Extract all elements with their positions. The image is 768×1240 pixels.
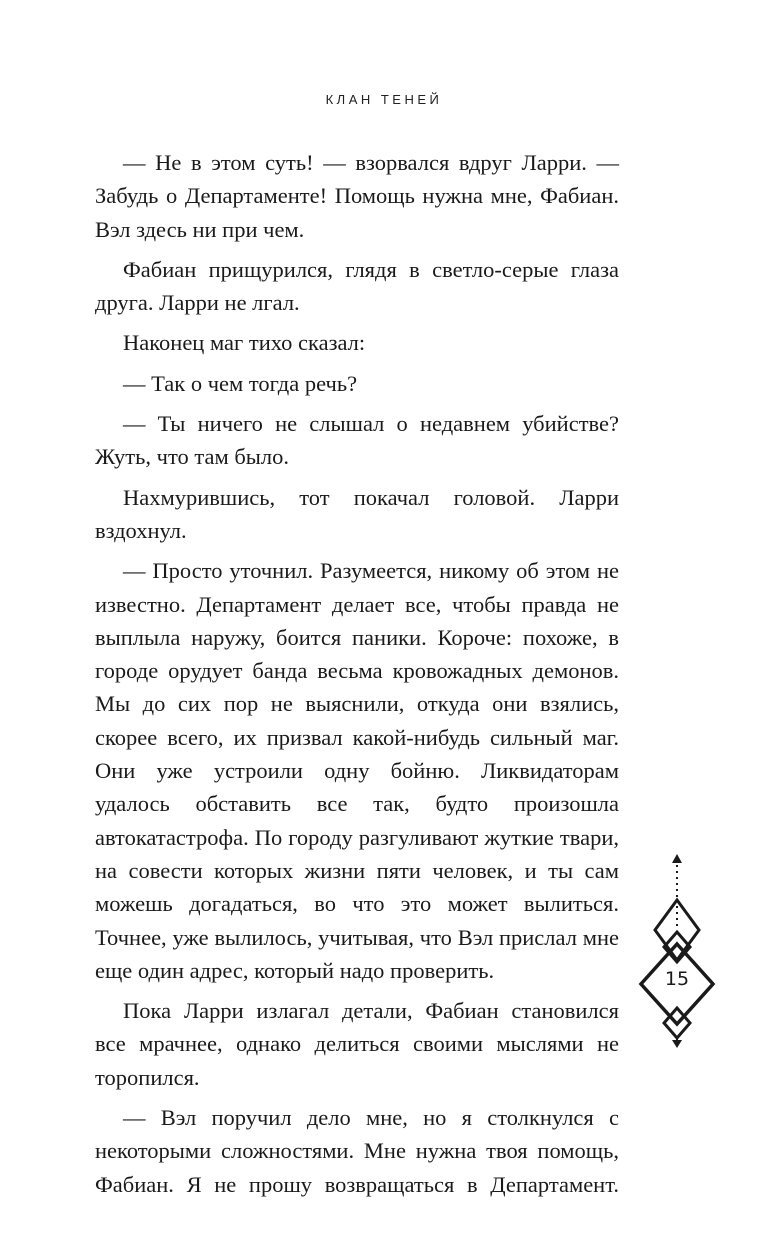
running-title: КЛАН ТЕНЕЙ [325, 92, 443, 107]
paragraph: Пока Ларри излагал детали, Фабиан становился все мрачнее, однако делиться своими мыслями не торопился. [95, 998, 619, 1090]
paragraph: — Вэл поручил дело мне, но я столкнулся с некоторыми сложностями. Мне нужна твоя помощь, Фабиан. Я не прошу возвращаться в Департамент. [95, 1105, 619, 1197]
page-ornament [636, 852, 718, 1048]
paragraph: — Ты ничего не слышал о недавнем убийстве? Жуть, что там было. [95, 411, 619, 470]
paragraph: Фабиан прищурился, глядя в светло-серые глаза друга. Ларри не лгал. [95, 256, 619, 316]
page-number: 15 [664, 968, 690, 990]
paragraph: — Так о чем тогда речь? [123, 370, 358, 396]
paragraph: Наконец маг тихо сказал: [123, 330, 366, 356]
paragraph: Нахмурившись, тот покачал головой. Ларри вздохнул. [95, 484, 619, 543]
paragraph: — Не в этом суть! — взорвался вдруг Ларри. — Забудь о Департаменте! Помощь нужна мне, Фабиан. Вэл здесь ни при чем. [95, 150, 619, 242]
body-text [95, 146, 619, 1208]
paragraph: — Просто уточнил. Разумеется, никому об этом не известно. Департамент делает все, чтобы правда не выплыла наружу, боится паники. Короче: похоже, в городе орудует банда весьма кровожадных демонов. Мы до сих пор не выяснили, откуда они взялись, скорее всего, их призвал какой-нибудь сильный маг. Они уже устроили одну бойню. Ликвидаторам удалось обставить все так, будто произошла автокатастрофа. По городу разгуливают жуткие твари, на совести которых жизни пяти человек, и ты сам можешь догадаться, во что это может вылиться. Точнее, уже вылилось, учитывая, что Вэл прислал мне еще один адрес, который надо проверить. [95, 558, 619, 983]
